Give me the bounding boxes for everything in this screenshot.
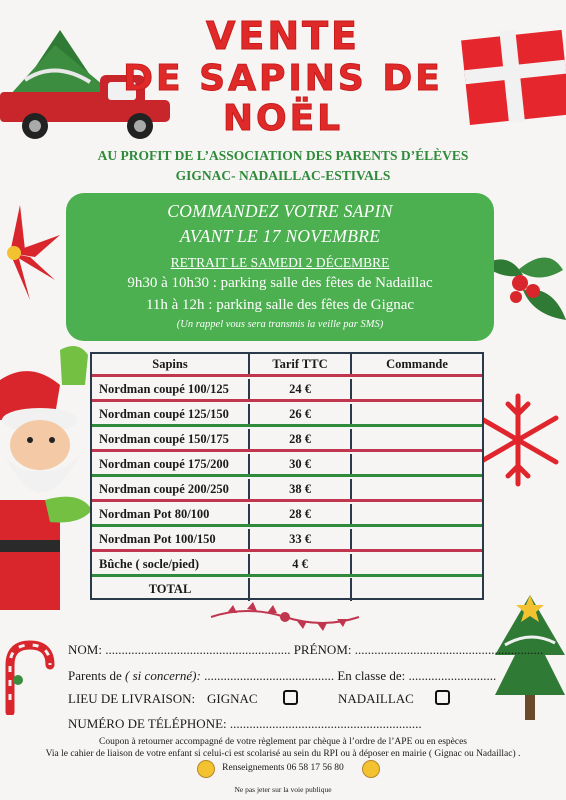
banner-retrait: RETRAIT LE SAMEDI 2 DÉCEMBRE [170, 255, 390, 270]
livraison-label: LIEU DE LIVRAISON: [68, 691, 196, 706]
santa-illustration [0, 340, 95, 615]
subtitle-association: AU PROFIT DE L’ASSOCIATION DES PARENTS D’ÉLÈVES [97, 148, 469, 163]
parents-label: Parents de [68, 668, 122, 683]
subtitle-villages: GIGNAC- NADAILLAC-ESTIVALS [175, 168, 391, 183]
tree-right-illustration [495, 595, 566, 730]
table-header-sapins: Sapins [92, 354, 250, 374]
row-price: 26 € [250, 404, 352, 424]
holly-garland-ornament [207, 601, 363, 635]
table-header-commande: Commande [386, 356, 448, 371]
row-product-name: Nordman coupé 175/200 [92, 454, 250, 474]
banner-command-line-1: COMMANDEZ VOTRE SAPIN [167, 201, 393, 221]
snowflake-illustration [470, 392, 566, 488]
row-price: 24 € [250, 379, 352, 399]
row-product-name: Nordman coupé 150/175 [92, 429, 250, 449]
option-nadaillac-label: NADAILLAC [338, 691, 414, 706]
total-label: TOTAL [92, 578, 250, 601]
row-order-cell[interactable] [352, 379, 482, 399]
parents-dots: ........................................ En classe de: ........................... [204, 668, 497, 683]
title-line-3: NOËL [222, 98, 344, 139]
row-order-cell[interactable] [352, 529, 482, 549]
table-row [92, 379, 482, 402]
table-header-row [92, 354, 482, 377]
row-price: 33 € [250, 529, 352, 549]
footer-renseignements: Renseignements 06 58 17 56 80 [222, 763, 344, 773]
gignac-checkbox[interactable] [283, 690, 298, 705]
option-gignac-label: GIGNAC [207, 691, 258, 706]
row-order-cell[interactable] [352, 429, 482, 449]
row-price: 28 € [250, 504, 352, 524]
field-telephone[interactable]: NUMÉRO DE TÉLÉPHONE: ........................................................... [68, 716, 422, 731]
row-order-cell[interactable] [352, 404, 482, 424]
row-price: 28 € [250, 429, 352, 449]
row-product-name: Nordman coupé 200/250 [92, 479, 250, 499]
row-product-name: Nordman coupé 100/125 [92, 379, 250, 399]
poinsettia-left-illustration [0, 205, 65, 300]
row-price: 38 € [250, 479, 352, 499]
title-line-1: VENTE [205, 14, 361, 58]
nadaillac-checkbox[interactable] [435, 690, 450, 705]
order-banner [66, 193, 494, 341]
row-order-cell[interactable] [352, 454, 482, 474]
row-order-cell[interactable] [352, 504, 482, 524]
banner-command-line-2: AVANT LE 17 NOVEMBRE [179, 226, 381, 246]
price-table [90, 352, 484, 600]
row-product-name: Nordman Pot 100/150 [92, 529, 250, 549]
table-row [92, 479, 482, 502]
banner-schedule-1: 9h30 à 10h30 : parking salle des fêtes de Nadaillac [127, 275, 433, 291]
table-row [92, 454, 482, 477]
table-row [92, 504, 482, 527]
total-price-cell [250, 578, 352, 601]
field-parents[interactable] [68, 668, 496, 684]
field-nom-prenom[interactable]: NOM: ......................................................... PRÉNOM: .......................................................... [68, 642, 544, 657]
table-row [92, 529, 482, 552]
footer-discard: Ne pas jeter sur la voie publique [234, 785, 332, 794]
parents-italic-label: ( si concerné): [125, 668, 201, 683]
banner-schedule-2: 11h à 12h : parking salle des fêtes de Gignac [145, 297, 415, 313]
row-product-name: Nordman coupé 125/150 [92, 404, 250, 424]
table-row [92, 429, 482, 452]
row-order-cell[interactable] [352, 554, 482, 574]
total-order-cell[interactable] [352, 578, 482, 601]
row-price: 4 € [250, 554, 352, 574]
footer-line-1: Coupon à retourner accompagné de votre règlement par chèque à l’ordre de l’APE ou en espèces [99, 737, 467, 747]
row-product-name: Bûche ( socle/pied) [92, 554, 250, 574]
row-product-name: Nordman Pot 80/100 [92, 504, 250, 524]
table-header-tarif: Tarif TTC [250, 354, 352, 374]
table-total-row [92, 578, 482, 601]
table-row [92, 554, 482, 577]
banner-note: (Un rappel vous sera transmis la veille par SMS) [176, 319, 384, 330]
candy-cane-illustration [0, 640, 65, 715]
title-line-2: DE SAPINS DE [123, 58, 443, 99]
table-row [92, 404, 482, 427]
association-logo-icon [362, 760, 380, 778]
footer-line-2: Via le cahier de liaison de votre enfant si celui-ci est scolarisé au sein du RPI ou à déposer en mairie ( Gignac ou Nadaillac) . [45, 749, 521, 759]
row-order-cell[interactable] [352, 479, 482, 499]
row-price: 30 € [250, 454, 352, 474]
